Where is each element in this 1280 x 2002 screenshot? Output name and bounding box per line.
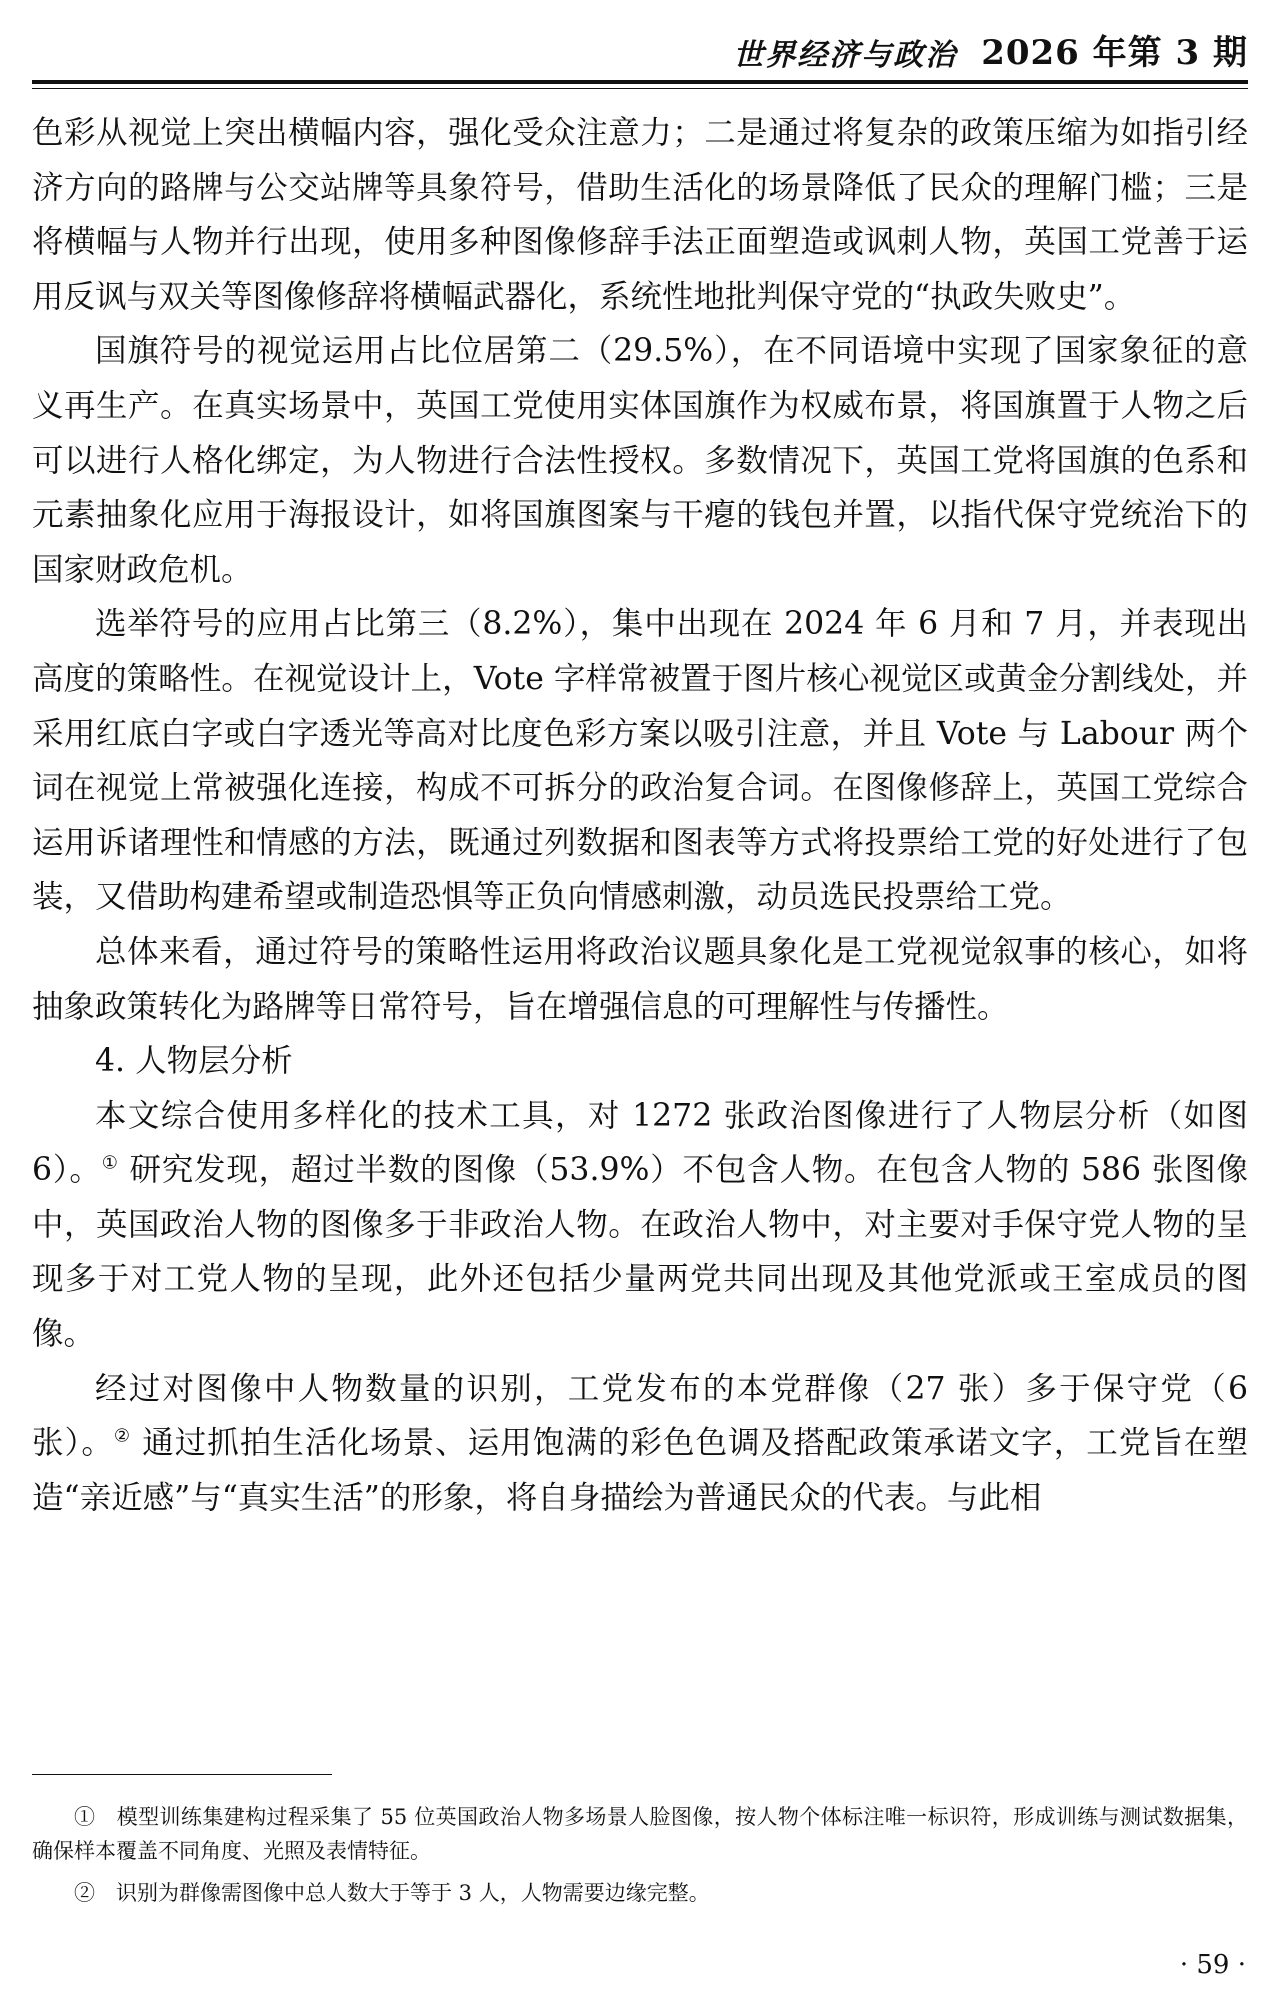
paragraph-2: 国旗符号的视觉运用占比位居第二（29.5%），在不同语境中实现了国家象征的意义再生产。在真实场景中，英国工党使用实体国旗作为权威布景，将国旗置于人物之后可以进行人格化绑定，为人物进行合法性授权。多数情况下，英国工党将国旗的色系和元素抽象化应用于海报设计，如将国旗图案与干瘪的钱包并置，以指代保守党统治下的国家财政危机。 — [32, 333, 1248, 588]
issue-label: 2026 年第 3 期 — [981, 33, 1248, 73]
paragraph-6 — [32, 1362, 1248, 1526]
footnote-2: ② 识别为群像需图像中总人数大于等于 3 人，人物需要边缘完整。 — [74, 1881, 710, 1905]
paragraph-5-part-b: 研究发现，超过半数的图像（53.9%）不包含人物。在包含人物的 586 张图像中，英国政治人物的图像多于非政治人物。在政治人物中，对主要对手保守党人物的呈现多于对工党人物的呈现，此外还包括少量两党共同出现及其他党派或王室成员的图像。 — [32, 1152, 1248, 1353]
paragraph-4: 总体来看，通过符号的策略性运用将政治议题具象化是工党视觉叙事的核心，如将抽象政策转化为路牌等日常符号，旨在增强信息的可理解性与传播性。 — [32, 933, 1248, 1025]
main-text — [32, 106, 1248, 1525]
paragraph-6-part-a: 经过对图像中人物数量的识别，工党发布的本党群像（27 张）多于保守党（6 张）。 — [32, 1370, 1248, 1462]
paragraph-5 — [32, 1089, 1248, 1362]
footnote-ref-1[interactable]: ① — [101, 1152, 119, 1174]
paragraph-5-part-a: 本文综合使用多样化的技术工具，对 1272 张政治图像进行了人物层分析（如图 6）。 — [32, 1097, 1248, 1189]
footnote-ref-2[interactable]: ② — [113, 1425, 132, 1447]
header-rule-thin — [32, 88, 1248, 89]
header-rule-thick — [32, 80, 1248, 84]
footnote-1: ① 模型训练集建构过程采集了 55 位英国政治人物多场景人脸图像，按人物个体标注唯一标识符，形成训练与测试数据集，确保样本覆盖不同角度、光照及表情特征。 — [32, 1805, 1248, 1863]
section-heading: 4. 人物层分析 — [95, 1043, 293, 1080]
paragraph-6-part-b: 通过抓拍生活化场景、运用饱满的彩色色调及搭配政策承诺文字，工党旨在塑造“亲近感”与“真实生活”的形象，将自身描绘为普通民众的代表。与此相 — [32, 1425, 1248, 1516]
journal-title: 世界经济与政治 — [733, 38, 958, 73]
page-number: · 59 · — [1179, 1950, 1246, 1980]
footnotes — [32, 1800, 1248, 1918]
paragraph-3: 选举符号的应用占比第三（8.2%），集中出现在 2024 年 6 月和 7 月，并表现出高度的策略性。在视觉设计上，Vote 字样常被置于图片核心视觉区或黄金分割线处，并采用红底白字或白字透光等高对比度色彩方案以吸引注意，并且 Vote 与 Labour 两个词在视觉上常被强化连接，构成不可拆分的政治复合词。在图像修辞上，英国工党综合运用诉诸理性和情感的方法，既通过列数据和图表等方式将投票给工党的好处进行了包装，又借助构建希望或制造恐惧等正负向情感刺激，动员选民投票给工党。 — [32, 606, 1248, 916]
footnote-rule — [32, 1774, 332, 1775]
running-header — [32, 24, 1248, 74]
paragraph-1: 色彩从视觉上突出横幅内容，强化受众注意力；二是通过将复杂的政策压缩为如指引经济方向的路牌与公交站牌等具象符号，借助生活化的场景降低了民众的理解门槛；三是将横幅与人物并行出现，使用多种图像修辞手法正面塑造或讽刺人物，英国工党善于运用反讽与双关等图像修辞将横幅武器化，系统性地批判保守党的“执政失败史”。 — [32, 115, 1248, 315]
